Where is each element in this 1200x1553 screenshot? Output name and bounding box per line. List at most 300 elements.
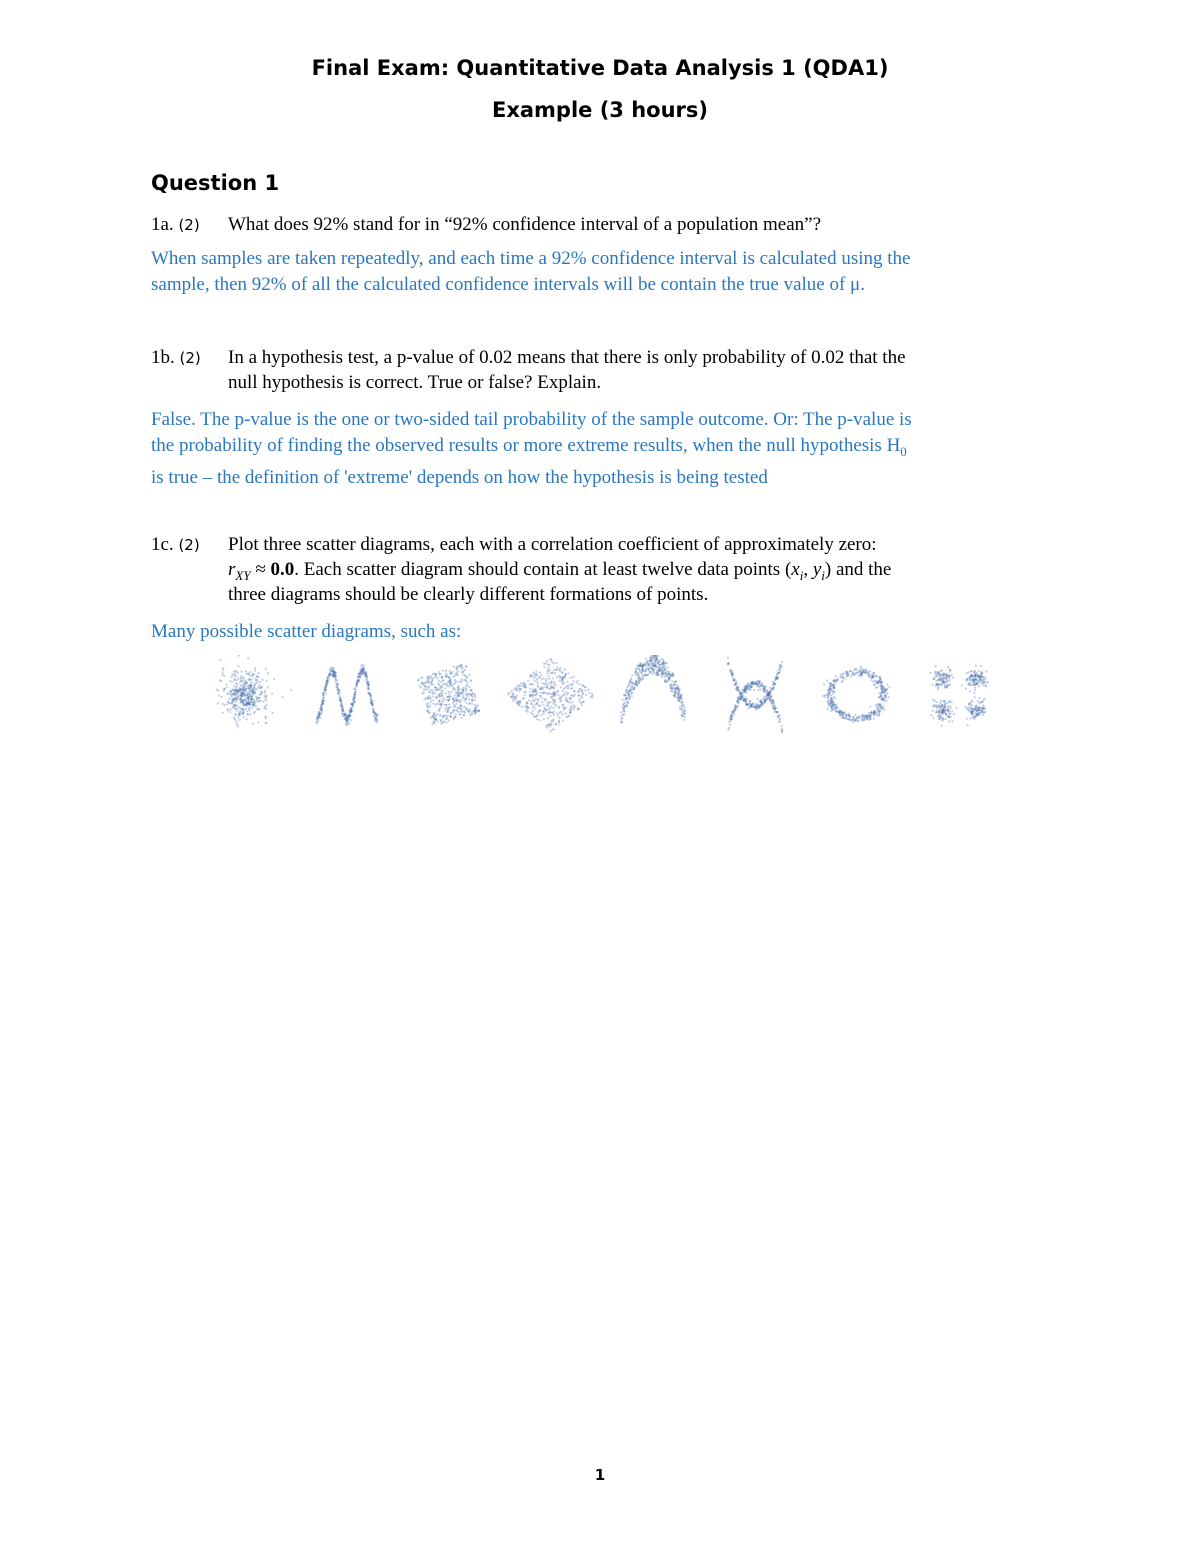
scatter-point [548, 682, 550, 684]
scatter-point [344, 714, 346, 716]
scatter-point [578, 683, 580, 685]
scatter-point [824, 694, 826, 696]
scatter-point [769, 693, 771, 695]
scatter-point [440, 690, 442, 692]
scatter-point [438, 680, 440, 682]
scatter-point [563, 709, 565, 711]
scatter-point [532, 694, 534, 696]
scatter-point [453, 706, 455, 708]
scatter-point [939, 678, 941, 680]
xi-symbol: x [791, 559, 800, 580]
scatter-point [549, 715, 551, 717]
scatter-point [432, 699, 434, 701]
scatter-point [835, 675, 837, 677]
scatter-point [545, 725, 547, 727]
scatter-point [552, 677, 554, 679]
scatter-point [439, 686, 441, 688]
scatter-point [944, 686, 946, 688]
scatter-point [444, 698, 446, 700]
scatter-point [664, 667, 666, 669]
scatter-point [886, 684, 888, 686]
scatter-point [515, 697, 517, 699]
scatter-point [457, 692, 459, 694]
scatter-point [683, 711, 685, 713]
scatter-point [578, 694, 580, 696]
scatter-point [934, 700, 936, 702]
scatter-point [435, 687, 437, 689]
scatter-point [940, 725, 942, 727]
scatter-point [939, 702, 941, 704]
scatter-point [523, 682, 525, 684]
scatter-point [375, 721, 377, 723]
scatter-point [540, 692, 542, 694]
scatter-point [756, 708, 758, 710]
scatter-point [441, 703, 443, 705]
scatter-point [831, 690, 833, 692]
scatter-point [252, 723, 254, 725]
scatter-point [547, 724, 549, 726]
scatter-point [436, 713, 438, 715]
scatter-point [222, 712, 224, 714]
scatter-point [657, 674, 659, 676]
scatter-point [777, 676, 779, 678]
scatter-point [643, 664, 645, 666]
scatter-point [246, 713, 248, 715]
scatter-point [543, 713, 545, 715]
scatter-point [836, 679, 838, 681]
scatter-point [245, 672, 247, 674]
scatter-point [448, 719, 450, 721]
scatter-point [572, 676, 574, 678]
scatter-point [936, 710, 938, 712]
scatter-point [219, 679, 221, 681]
scatter-point [648, 674, 650, 676]
scatter-point [454, 673, 456, 675]
scatter-point [970, 704, 972, 706]
scatter-point [549, 711, 551, 713]
scatter-point [980, 682, 982, 684]
scatter-point [454, 695, 456, 697]
scatter-point [865, 715, 867, 717]
scatter-point [942, 679, 944, 681]
scatter-point [868, 712, 870, 714]
scatter-point [521, 706, 523, 708]
scatter-point [976, 682, 978, 684]
scatter-point [440, 723, 442, 725]
scatter-point [684, 716, 686, 718]
scatter-point [647, 662, 649, 664]
scatter-point [230, 708, 232, 710]
scatter-point [350, 719, 352, 721]
scatter-point [625, 689, 627, 691]
scatter-point [367, 687, 369, 689]
scatter-point [661, 676, 663, 678]
scatter-point [250, 713, 252, 715]
scatter-point [555, 662, 557, 664]
scatter-point [572, 680, 574, 682]
scatter-point [226, 703, 228, 705]
scatter-point [567, 692, 569, 694]
scatter-point [677, 692, 679, 694]
scatter-point [622, 699, 624, 701]
scatter-point [624, 705, 626, 707]
scatter-point [981, 671, 983, 673]
scatter-point [474, 704, 476, 706]
scatter-point [537, 713, 539, 715]
scatter-point [442, 695, 444, 697]
q1b-text-line2: null hypothesis is correct. True or false? Explain. [228, 372, 602, 393]
scatter-point [249, 691, 251, 693]
scatter-point [969, 682, 971, 684]
scatter-point [434, 693, 436, 695]
scatter-point [737, 705, 739, 707]
scatter-point [555, 705, 557, 707]
scatter-point [230, 676, 232, 678]
scatter-point [982, 699, 984, 701]
scatter-point [932, 705, 934, 707]
scatter-point [557, 691, 559, 693]
scatter-point [643, 675, 645, 677]
scatter-point [550, 681, 552, 683]
scatter-point [939, 676, 941, 678]
scatter-point [979, 679, 981, 681]
scatter-point [535, 671, 537, 673]
scatter-point [534, 707, 536, 709]
scatter-point [550, 706, 552, 708]
scatter-point [451, 690, 453, 692]
scatter-point [653, 669, 655, 671]
scatter-point [240, 699, 242, 701]
scatter-point [369, 693, 371, 695]
scatter-point [455, 668, 457, 670]
scatter-point [941, 711, 943, 713]
scatter-point [842, 717, 844, 719]
scatter-point [319, 711, 321, 713]
scatter-point [418, 679, 420, 681]
scatter-point [735, 680, 737, 682]
scatter-point [463, 697, 465, 699]
scatter-point [852, 718, 854, 720]
scatter-point [447, 681, 449, 683]
scatter-point [870, 712, 872, 714]
scatter-point [430, 684, 432, 686]
scatter-point [731, 713, 733, 715]
scatter-point [336, 683, 338, 685]
scatter-point [938, 715, 940, 717]
scatter-point [223, 675, 225, 677]
scatter-point [773, 702, 775, 704]
scatter-point [774, 683, 776, 685]
scatter-point [930, 672, 932, 674]
scatter-point [471, 694, 473, 696]
scatter-point [543, 703, 545, 705]
scatter-point [453, 687, 455, 689]
scatter-point [579, 700, 581, 702]
scatter-point [747, 707, 749, 709]
q1b-answer-line3: is true – the definition of 'extreme' depends on how the hypothesis is being tested [151, 466, 768, 488]
scatter-point [677, 697, 679, 699]
scatter-point [563, 682, 565, 684]
scatter-point [852, 672, 854, 674]
scatter-point [934, 672, 936, 674]
scatter-point [983, 681, 985, 683]
scatter-point [842, 672, 844, 674]
scatter-point [873, 718, 875, 720]
scatter-point [664, 669, 666, 671]
scatter-point [648, 671, 650, 673]
scatter-point [242, 688, 244, 690]
scatter-point [450, 716, 452, 718]
scatter-point [572, 709, 574, 711]
scatter-point [227, 708, 229, 710]
scatter-point [842, 715, 844, 717]
scatter-point [536, 691, 538, 693]
scatter-point [559, 667, 561, 669]
scatter-point [874, 710, 876, 712]
scatter-point [977, 700, 979, 702]
scatter-point [883, 695, 885, 697]
scatter-point [419, 685, 421, 687]
scatter-point [257, 721, 259, 723]
scatter-point [948, 680, 950, 682]
scatter-point [228, 698, 230, 700]
scatter-point [827, 697, 829, 699]
scatter-point [974, 670, 976, 672]
scatter-point [781, 661, 783, 663]
scatter-point [235, 670, 237, 672]
scatter-point [875, 680, 877, 682]
scatter-point [559, 670, 561, 672]
scatter-point [978, 681, 980, 683]
scatter-point [236, 698, 238, 700]
scatter-point [248, 709, 250, 711]
scatter-point [460, 665, 462, 667]
scatter-point [232, 698, 234, 700]
scatter-point [460, 705, 462, 707]
scatter-point [553, 700, 555, 702]
scatter-point [553, 669, 555, 671]
scatter-point [763, 700, 765, 702]
scatter-point [363, 664, 365, 666]
scatter-point [668, 678, 670, 680]
scatter-point [448, 685, 450, 687]
scatter-point [464, 679, 466, 681]
scatter-point [861, 719, 863, 721]
scatter-point [326, 683, 328, 685]
scatter-point [753, 689, 755, 691]
scatter-point [256, 688, 258, 690]
scatter-point [427, 681, 429, 683]
scatter-point [636, 684, 638, 686]
scatter-point [440, 681, 442, 683]
scatter-point [460, 678, 462, 680]
scatter-point [324, 687, 326, 689]
scatter-point [833, 690, 835, 692]
scatter-point [239, 684, 241, 686]
scatter-point [427, 698, 429, 700]
scatter-point [822, 695, 824, 697]
scatter-point [432, 703, 434, 705]
scatter-point [948, 700, 950, 702]
scatter-point [331, 667, 333, 669]
scatter-point [564, 712, 566, 714]
scatter-point [450, 695, 452, 697]
scatter-point [235, 679, 237, 681]
scatter-point [463, 679, 465, 681]
scatter-point [317, 720, 319, 722]
scatter-point [550, 720, 552, 722]
scatter-point [254, 683, 256, 685]
scatter-point [563, 693, 565, 695]
scatter-point [674, 688, 676, 690]
scatter-point [255, 695, 257, 697]
scatter-point [830, 705, 832, 707]
scatter-point [316, 716, 318, 718]
scatter-point [460, 713, 462, 715]
scatter-point [457, 666, 459, 668]
scatter-point [973, 718, 975, 720]
scatter-point [832, 692, 834, 694]
scatter-point [345, 724, 347, 726]
scatter-point [357, 672, 359, 674]
scatter-point [229, 680, 231, 682]
scatter-point [569, 697, 571, 699]
scatter-point [565, 673, 567, 675]
scatter-point [654, 660, 656, 662]
scatter-point [535, 688, 537, 690]
scatter-point [254, 670, 256, 672]
scatter-point [560, 686, 562, 688]
scatter-point [745, 684, 747, 686]
scatter-point [760, 699, 762, 701]
scatter-point [765, 691, 767, 693]
scatter-point [885, 700, 887, 702]
scatter-point [249, 702, 251, 704]
scatter-point [590, 696, 592, 698]
scatter-point [826, 679, 828, 681]
scatter-point [630, 677, 632, 679]
scatter-point [536, 674, 538, 676]
scatter-point [829, 683, 831, 685]
scatter-point [429, 691, 431, 693]
scatter-point [626, 687, 628, 689]
scatter-point [517, 684, 519, 686]
scatter-point [445, 675, 447, 677]
scatter-point [829, 685, 831, 687]
scatter-point [541, 682, 543, 684]
scatter-point [342, 709, 344, 711]
scatter-point [469, 714, 471, 716]
scatter-point [578, 708, 580, 710]
scatter-point [878, 714, 880, 716]
scatter-point [550, 693, 552, 695]
scatter-point [438, 684, 440, 686]
scatter-point [477, 705, 479, 707]
scatter-point [532, 697, 534, 699]
scatter-point [235, 675, 237, 677]
scatter-point [943, 682, 945, 684]
scatter-point [842, 676, 844, 678]
scatter-point [554, 693, 556, 695]
q1a-label [151, 212, 200, 238]
scatter-point [738, 690, 740, 692]
scatter-point [760, 701, 762, 703]
scatter-point [655, 655, 657, 657]
scatter-point [887, 696, 889, 698]
scatter-point [881, 699, 883, 701]
scatter-point [557, 715, 559, 717]
scatter-point [881, 685, 883, 687]
scatter-point [973, 692, 975, 694]
scatter-point [635, 680, 637, 682]
scatter-point [249, 679, 251, 681]
scatter-point [876, 675, 878, 677]
scatter-point [427, 702, 429, 704]
scatter-point [445, 715, 447, 717]
scatter-point [246, 702, 248, 704]
scatter-point [375, 718, 377, 720]
scatter-point [562, 671, 564, 673]
scatter-point [267, 672, 269, 674]
scatter-point [372, 700, 374, 702]
scatter-point [435, 696, 437, 698]
scatter-point [237, 678, 239, 680]
scatter-point [985, 676, 987, 678]
q1a-text: What does 92% stand for in “92% confidence interval of a population mean”? [228, 214, 822, 235]
scatter-point [942, 704, 944, 706]
scatter-point [947, 666, 949, 668]
scatter-point [965, 688, 967, 690]
scatter-point [581, 691, 583, 693]
scatter-point [939, 717, 941, 719]
scatter-point [573, 690, 575, 692]
scatter-point [447, 708, 449, 710]
scatter-point [532, 710, 534, 712]
scatter-point [873, 712, 875, 714]
scatter-point [772, 684, 774, 686]
scatter-point [256, 675, 258, 677]
approx-symbol: ≈ [255, 559, 266, 580]
scatter-point [471, 712, 473, 714]
scatter-point [732, 675, 734, 677]
scatter-point [435, 675, 437, 677]
scatter-point [544, 699, 546, 701]
scatter-point [229, 711, 231, 713]
scatter-point [346, 718, 348, 720]
zero-value: 0.0 [270, 559, 295, 580]
scatter-point [939, 705, 941, 707]
scatter-point [454, 679, 456, 681]
scatter-point [452, 698, 454, 700]
scatter-point [567, 681, 569, 683]
scatter-point [982, 684, 984, 686]
scatter-point [940, 680, 942, 682]
scatter-point [353, 701, 355, 703]
scatter-point [463, 714, 465, 716]
scatter-point [974, 675, 976, 677]
scatter-point [644, 670, 646, 672]
scatter-point [585, 694, 587, 696]
scatter-point [950, 716, 952, 718]
scatter-point [240, 675, 242, 677]
scatter-point [245, 670, 247, 672]
scatter-point [264, 698, 266, 700]
scatter-point [242, 711, 244, 713]
scatter-point [833, 681, 835, 683]
scatter-point [757, 681, 759, 683]
scatter-point [532, 706, 534, 708]
scatter-point [439, 715, 441, 717]
